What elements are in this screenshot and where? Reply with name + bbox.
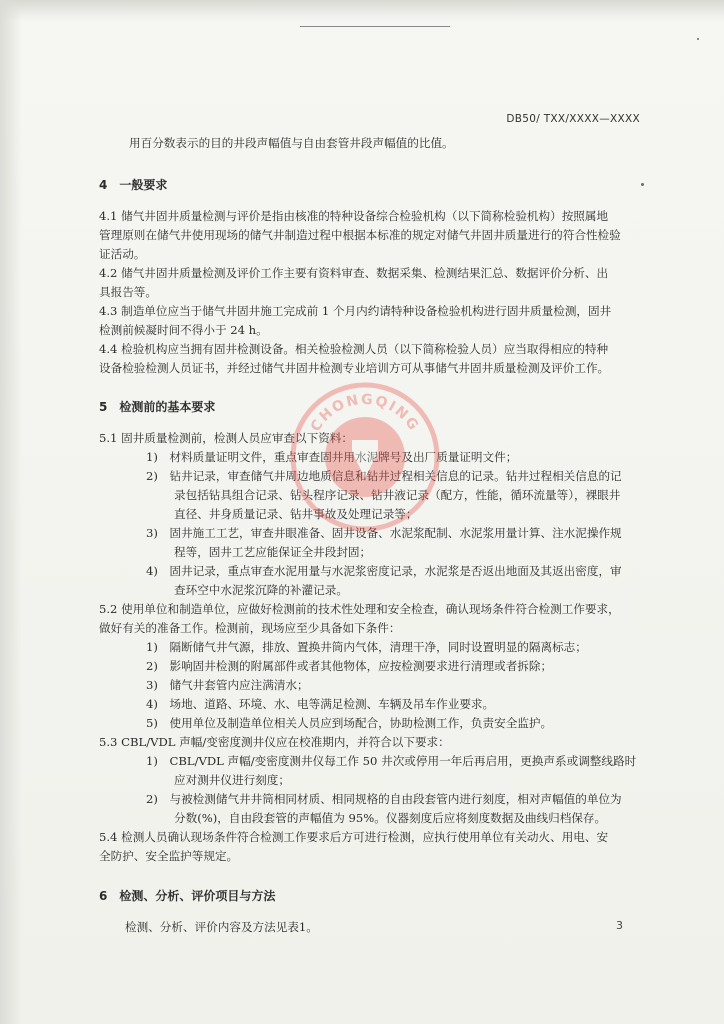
list-item: 1) CBL/VDL 声幅/变密度测井仪每工作 50 井次或停用一年后再启用，更换声系或调整线路时 [146,754,637,768]
paragraph-line: 5.1 固井质量检测前，检测人员应审查以下资料： [99,431,353,445]
list-item: 1) 隔断储气井气源，排放、置换井筒内气体，清理干净，同时设置明显的隔离标志； [146,640,587,654]
scan-shadow-top [0,0,724,22]
paragraph-line: 4.4 检验机构应当拥有固井检测设备。相关检验检测人员（以下简称检验人员）应当取得相应的特种 [99,342,609,356]
list-item-continued: 分数(%)，自由段套管的声幅值为 95%。仪器刻度后应将刻度数据及曲线归档保存。 [174,811,607,825]
list-item: 3) 储气井套管内应注满清水； [146,678,309,692]
list-item: 2) 影响固井检测的附属部件或者其他物体，应按检测要求进行清理或者拆除； [146,659,553,673]
paragraph-line: 管理原则在储气井使用现场的储气井制造过程中根据本标准的规定对储气井固井质量进行的符合性检验 [99,228,621,242]
list-item: 5) 使用单位及制造单位相关人员应到场配合，协助检测工作，负责安全监护。 [146,716,553,730]
paragraph-line: 4.1 储气井固井质量检测与评价是指由核准的特种设备综合检验机构（以下简称检验机构）按照属地 [99,209,609,223]
scan-speck [697,38,699,40]
paragraph-line: 4.2 储气井固井质量检测及评价工作主要有资料审查、数据采集、检测结果汇总、数据评价分析、出 [99,266,609,280]
scan-speck [641,183,644,186]
section-6-heading: 6 检测、分析、评价项目与方法 [99,889,276,903]
paragraph-line: 5.3 CBL/VDL 声幅/变密度测井仪应在校准期内，并符合以下要求： [99,735,450,749]
list-item: 4) 场地、道路、环境、水、电等满足检测、车辆及吊车作业要求。 [146,697,495,711]
list-item-continued: 查环空中水泥浆沉降的补灌记录。 [174,583,348,597]
seal-text: CHONGQING [307,391,423,435]
scan-shadow-left [0,0,22,1024]
paragraph-line: 5.2 使用单位和制造单位，应做好检测前的技术性处理和安全检查，确认现场条件符合检测工作要求， [99,602,620,616]
section-5-heading: 5 检测前的基本要求 [99,400,216,414]
paragraph-line: 具报告等。 [99,285,157,299]
paragraph-line: 做好有关的准备工作。检测前，现场应至少具备如下条件： [99,621,401,635]
document-code: DB50/ TXX/XXXX—XXXX [506,113,640,125]
list-item: 2) 钻井记录，审查储气井周边地质信息和钻井过程相关信息的记录。钻井过程相关信息的记 [146,469,622,483]
section-4-heading: 4 一般要求 [99,178,168,192]
list-item-continued: 应对测井仪进行刻度； [174,773,290,787]
paragraph-line: 4.3 制造单位应当于储气井固井施工完成前 1 个月内约请特种设备检验机构进行固井质量检测，固井 [99,304,612,318]
list-item-continued: 直径、井身质量记录、钻井事故及处理记录等； [174,507,418,521]
paragraph-line: 证活动。 [99,247,146,261]
paragraph-line: 设备检验检测人员证书，并经过储气井固井检测专业培训方可从事储气井固井质量检测及评价工作。 [99,361,610,375]
paragraph-line: 检测前候凝时间不得小于 24 h。 [99,323,268,337]
list-item-continued: 录包括钻具组合记录、钻头程序记录、钻井液记录（配方，性能，循环流量等），裸眼井 [174,488,621,502]
list-item: 2) 与被检测储气井井筒相同材质、相同规格的自由段套管内进行刻度，相对声幅值的单位为 [146,792,622,806]
page-number: 3 [616,919,623,932]
paragraph-line: 检测、分析、评价内容及方法见表1。 [125,920,318,934]
scan-artifact-line [300,26,450,27]
list-item: 1) 材料质量证明文件，重点审查固井用水泥牌号及出厂质量证明文件； [146,450,518,464]
list-item: 3) 固井施工工艺，审查井眼准备、固井设备、水泥浆配制、水泥浆用量计算、注水泥操作规 [146,526,622,540]
paragraph-line: 5.4 检测人员确认现场条件符合检测工作要求后方可进行检测，应执行使用单位有关动火、用电、安 [99,830,609,844]
paragraph-line: 全防护、安全监护等规定。 [99,849,239,863]
list-item: 4) 固井记录，重点审查水泥用量与水泥浆密度记录，水泥浆是否返出地面及其返出密度，审 [146,564,622,578]
list-item-continued: 程等，固井工艺应能保证全井段封固； [174,545,372,559]
intro-line: 用百分数表示的目的井段声幅值与自由套管井段声幅值的比值。 [129,136,454,150]
